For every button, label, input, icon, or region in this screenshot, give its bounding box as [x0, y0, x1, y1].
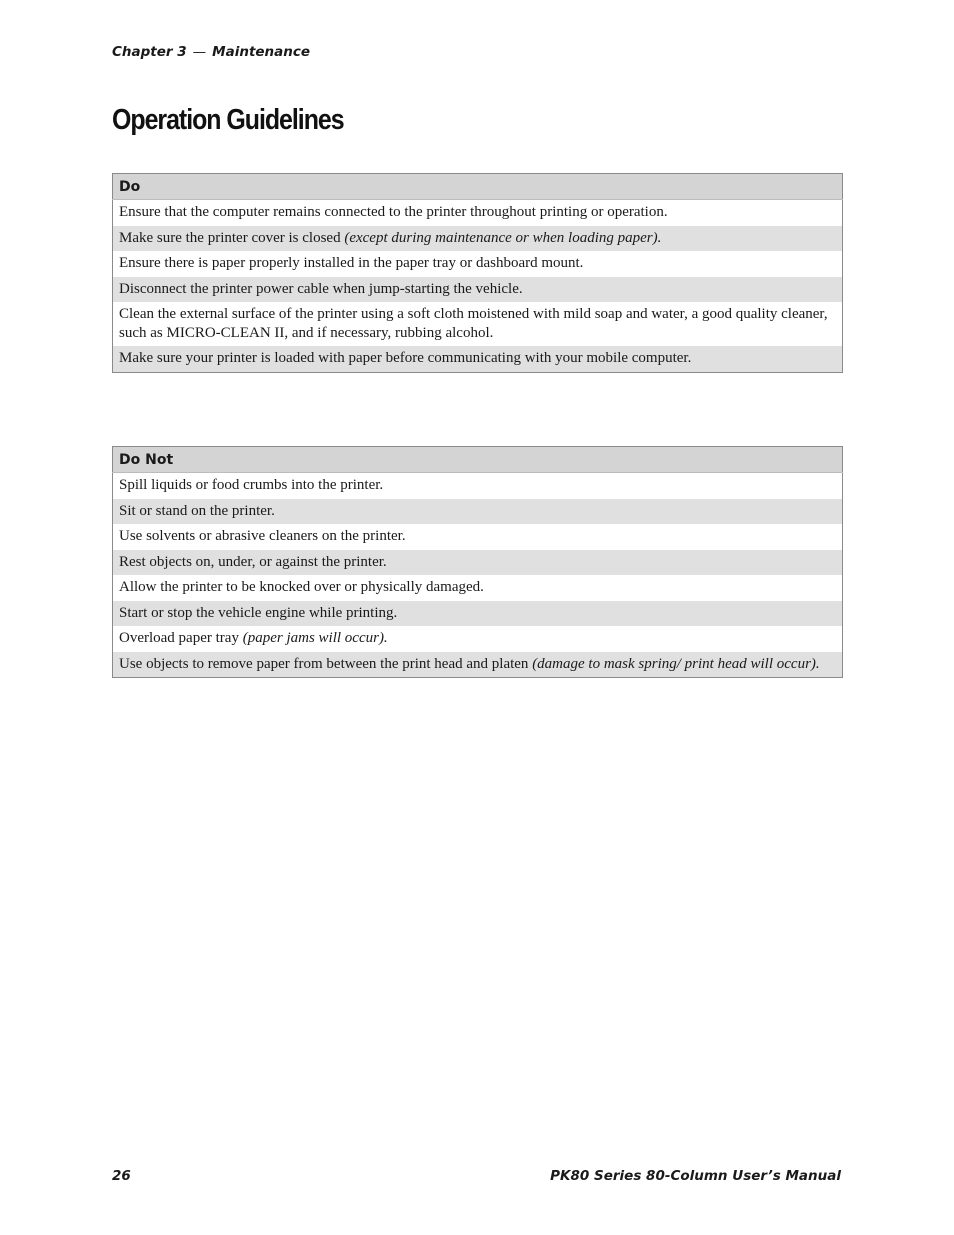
cell-text: Use objects to remove paper from between the print head and platen: [119, 655, 533, 672]
table-cell: [113, 346, 843, 372]
table-row: [113, 575, 843, 601]
table-row: [113, 550, 843, 576]
table-cell: [113, 251, 843, 277]
table-row: [113, 226, 843, 252]
running-header: [112, 44, 310, 60]
table-cell: [113, 302, 843, 346]
table-row: [113, 473, 843, 499]
section-label: Maintenance: [212, 44, 311, 60]
cell-note: (except during maintenance or when loading paper).: [344, 229, 662, 246]
manual-title: PK80 Series 80-Column User’s Manual: [550, 1168, 841, 1184]
header-separator: —: [192, 44, 207, 60]
cell-text: Rest objects on, under, or against the printer.: [119, 553, 387, 570]
table-row: [113, 200, 843, 226]
table-row: [113, 499, 843, 525]
table-row: [113, 524, 843, 550]
do-not-table: [112, 446, 843, 678]
table-cell: [113, 550, 843, 576]
do-table-heading: Do: [113, 174, 843, 200]
table-cell: [113, 626, 843, 652]
cell-text: Clean the external surface of the printer using a soft cloth moistened with mild soap and water, a good quality cleaner, such as MICRO-CLEAN II, and if necessary, rubbing alcohol.: [119, 306, 828, 341]
table-cell: [113, 226, 843, 252]
chapter-label: Chapter 3: [112, 44, 187, 60]
do-table-header-row: [113, 174, 843, 200]
page-number: 26: [112, 1168, 131, 1184]
cell-note: (damage to mask spring/ print head will occur).: [532, 655, 820, 672]
table-cell: [113, 473, 843, 499]
cell-note: (paper jams will occur).: [242, 630, 388, 647]
cell-text: Disconnect the printer power cable when jump-starting the vehicle.: [119, 280, 523, 297]
table-cell: [113, 200, 843, 226]
table-row: [113, 652, 843, 678]
table-row: [113, 277, 843, 303]
cell-text: Sit or stand on the printer.: [119, 502, 275, 519]
cell-text: Overload paper tray: [119, 630, 243, 647]
cell-text: Use solvents or abrasive cleaners on the printer.: [119, 528, 406, 545]
table-cell: [113, 575, 843, 601]
table-cell: [113, 277, 843, 303]
cell-text: Allow the printer to be knocked over or physically damaged.: [119, 579, 484, 596]
table-cell: [113, 652, 843, 678]
cell-text: Start or stop the vehicle engine while printing.: [119, 604, 398, 621]
page-title: Operation Guidelines: [112, 104, 344, 136]
cell-text: Ensure that the computer remains connected to the printer throughout printing or operation.: [119, 204, 668, 221]
table-cell: [113, 601, 843, 627]
table-row: [113, 251, 843, 277]
table-row: [113, 626, 843, 652]
cell-text: Make sure the printer cover is closed: [119, 229, 345, 246]
do-table: [112, 173, 843, 373]
do-not-table-heading: Do Not: [113, 447, 843, 473]
table-cell: [113, 499, 843, 525]
cell-text: Make sure your printer is loaded with paper before communicating with your mobile computer.: [119, 350, 692, 367]
table-cell: [113, 524, 843, 550]
cell-text: Ensure there is paper properly installed in the paper tray or dashboard mount.: [119, 255, 584, 272]
table-row: [113, 346, 843, 372]
table-row: [113, 302, 843, 346]
do-not-table-header-row: [113, 447, 843, 473]
cell-text: Spill liquids or food crumbs into the printer.: [119, 477, 384, 494]
table-row: [113, 601, 843, 627]
